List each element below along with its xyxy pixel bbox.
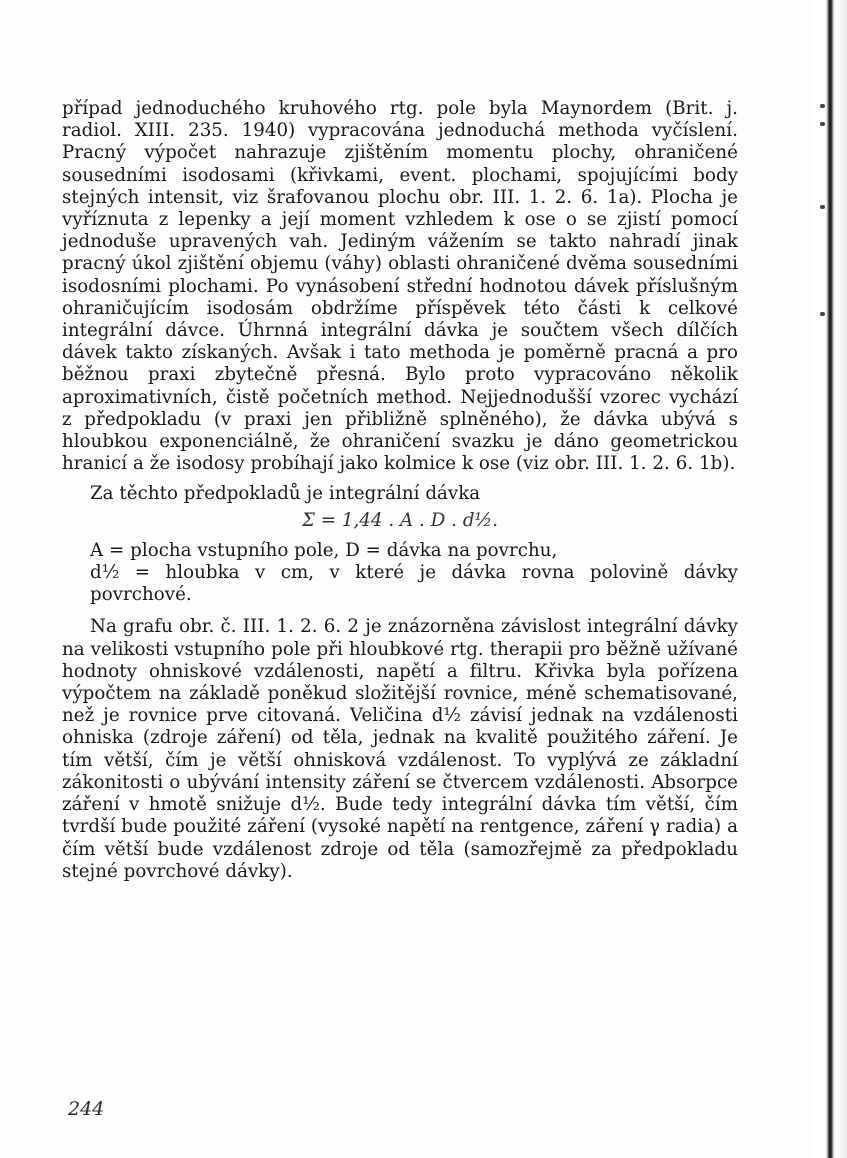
scan-speck <box>820 104 825 108</box>
paragraph-gap <box>62 606 738 616</box>
scan-speck <box>820 205 825 209</box>
page-number: 244 <box>68 1098 105 1120</box>
definition-half-depth: d½ = hloubka v cm, v které je dávka rovna polovině dávky povrchové. <box>90 562 738 606</box>
paragraph-continuation: případ jednoduchého kruhového rtg. pole byla Maynordem (Brit. j. radiol. XIII. 235. 1940) vypracována jednoduchá methoda vyčíslení. Pracný výpočet nahrazuje zjištěním momentu plochy, ohraničené sousedními isodosami (křivkami, event. plochami, spojujícími body stejných intensit, viz šrafovanou plochu obr. III. 1. 2. 6. 1a). Plocha je vyříznuta z lepenky a její moment vzhledem k ose o se zjistí pomocí jednoduše upravených vah. Jediným vážením se takto nahradí jinak pracný úkol zjištění objemu (váhy) oblasti ohraničené dvěma sousedními isodosními plochami. Po vynásobení střední hodnotou dávek příslušným ohraničujícím isodosám obdržíme příspěvek této části k celkové integrální dávce. Úhrnná integrální dávka je součtem všech dílčích dávek takto získaných. Avšak i tato methoda je poměrně pracná a pro běžnou praxi zbytečně přesná. Bylo proto vypracováno několik aproximativních, čistě početních method. Nejjednodušší vzorec vychází z předpokladu (v praxi jen přibližně splněného), že dávka ubývá s hloubkou exponenciálně, že ohraničení svazku je dáno geometrickou hranicí a že isodosy probíhají jako kolmice k ose (viz obr. III. 1. 2. 6. 1b). <box>62 98 738 475</box>
page-binding-edge <box>813 0 847 1158</box>
paragraph-graph-description: Na grafu obr. č. III. 1. 2. 6. 2 je znázorněna závislost integrální dávky na velikosti vstupního pole při hloubkové rtg. therapii pro běžně užívané hodnoty ohniskové vzdálenosti, napětí a filtru. Křivka byla pořízena výpočtem na základě poněkud složitější rovnice, méně schematisované, než je rovnice prve citovaná. Veličina d½ závisí jednak na vzdálenosti ohniska (zdroje záření) od těla, jednak na kvalitě použitého záření. Je tím větší, čím je větší ohnisková vzdálenost. To vyplývá ze základní zákonitosti o ubývání intensity záření se čtvercem vzdálenosti. Absorpce záření v hmotě snižuje d½. Bude tedy integrální dávka tím větší, čím tvrdší bude použité záření (vysoké napětí na rentgence, záření γ radia) a čím větší bude vzdálenost zdroje od těla (samozřejmě za předpokladu stejné povrchové dávky). <box>62 616 738 882</box>
integral-dose-formula: Σ = 1,44 . A . D . d½. <box>301 509 499 531</box>
body-text <box>62 98 738 883</box>
paragraph-formula-intro: Za těchto předpokladů je integrální dávka <box>90 483 481 505</box>
formula-definitions <box>62 540 738 607</box>
definition-area-dose: A = plocha vstupního pole, D = dávka na povrchu, <box>90 539 558 561</box>
scan-speck <box>820 312 825 316</box>
scan-speck <box>820 122 825 126</box>
